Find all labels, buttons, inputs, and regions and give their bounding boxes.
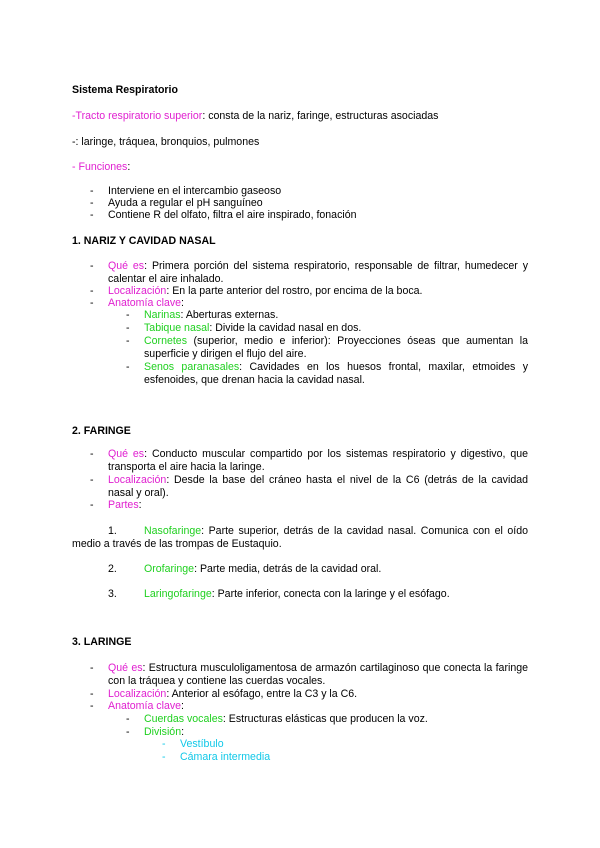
bullet-dash: - [126,322,130,334]
s3-sub-camara: Cámara intermedia [180,751,271,763]
part-text: : Parte media, detrás de la cavidad oral. [194,563,382,575]
part-label: Nasofaringe [144,525,202,537]
upper-tract-line [72,110,438,123]
part-number: 1. [108,525,117,537]
s3-localizacion [108,688,357,701]
s1-item-text: : Divide la cavidad nasal en dos. [209,322,362,334]
bullet-dash: - [90,700,94,712]
s3-que-es-text: : Estructura musculoligamentosa de armazón cartilaginoso que conecta la faringe con la tráquea y contiene las cuerdas vocales. [108,662,529,687]
function-item: Interviene en el intercambio gaseoso [108,185,282,197]
functions-line [72,161,130,174]
s1-anat-label: Anatomía clave [108,297,182,309]
bullet-dash: - [126,309,130,321]
part-number: 2. [108,563,117,575]
section-heading-laringe: 3. LARINGE [72,636,132,648]
lower-tract-line: -: laringe, tráquea, bronquios, pulmones [72,136,260,148]
s3-anat-colon: : [181,700,184,712]
bullet-dash: - [162,751,166,763]
part-label: Laringofaringe [144,588,212,600]
bullet-dash: - [90,474,94,486]
s2-localizacion [108,474,528,499]
s1-item-label: Tabique nasal [144,322,210,334]
bullet-dash: - [126,726,130,738]
s1-item-narinas [144,309,278,322]
s1-item-senos [144,361,528,386]
bullet-dash: - [126,361,130,373]
bullet-dash: - [126,713,130,725]
document-title: Sistema Respiratorio [72,84,178,96]
s1-loc-text: : En la parte anterior del rostro, por encima de la boca. [166,285,423,297]
s2-part-laringofaringe [144,588,450,601]
s1-anatomia [108,297,184,310]
bullet-dash: - [90,662,94,674]
s2-que-es-label: Qué es [108,448,145,460]
s2-parts-label: Partes [108,499,139,511]
function-item: Contiene R del olfato, filtra el aire inspirado, fonación [108,209,357,221]
s1-item-text: : Aberturas externas. [180,309,279,321]
s3-item-cuerdas [144,713,428,726]
s3-sub-vestibulo: Vestíbulo [180,738,224,750]
s2-parts-colon: : [138,499,142,511]
s1-item-text: : Cavidades en los huesos frontal, maxilar, etmoides y esfenoides, que drenan hacia la cavidad nasal. [144,361,528,386]
s3-anat-label: Anatomía clave [108,700,182,712]
s3-item-text: : Estructuras elásticas que producen la voz. [222,713,428,725]
s1-que-es [108,260,528,285]
s3-que-es-label: Qué es [108,662,143,674]
s3-loc-label: Localización [108,688,167,700]
s1-anat-colon: : [181,297,184,309]
upper-tract-text: : consta de la nariz, faringe, estructuras asociadas [202,110,439,122]
s2-part-orofaringe [144,563,381,576]
section-heading-faringe: 2. FARINGE [72,425,131,437]
s1-item-tabique [144,322,361,335]
s2-part-nasofaringe [72,525,528,550]
bullet-dash: - [90,209,94,221]
s3-item-division [144,726,184,739]
bullet-dash: - [90,688,94,700]
bullet-dash: - [126,335,130,347]
s2-loc-label: Localización [108,474,167,486]
s3-item-label: División [144,726,182,738]
s3-anatomia [108,700,184,713]
s1-item-label: Narinas [144,309,181,321]
s1-loc-label: Localización [108,285,167,297]
s3-loc-text: : Anterior al esófago, entre la C3 y la C6. [166,688,358,700]
part-text: : Parte inferior, conecta con la laringe y el esófago. [211,588,450,600]
bullet-dash: - [90,499,94,511]
function-item: Ayuda a regular el pH sanguíneo [108,197,263,209]
part-text: : Parte superior, detrás de la cavidad nasal. Comunica con el oído medio a través de las trompas de Eustaquio. [72,525,528,550]
s2-que-es-text: : Conducto muscular compartido por los sistemas respiratorio y digestivo, que transporta el aire hacia la laringe. [108,448,528,473]
s3-item-text: : [181,726,185,738]
s1-item-label: Senos paranasales [144,361,240,373]
bullet-dash: - [90,448,94,460]
s2-partes [108,499,142,512]
s2-que-es [108,448,528,473]
s1-que-es-text: : Primera porción del sistema respiratorio, responsable de filtrar, humedecer y calentar el aire inhalado. [108,260,528,285]
section-heading-nariz: 1. NARIZ Y CAVIDAD NASAL [72,235,216,247]
s2-loc-text: : Desde la base del cráneo hasta el nivel de la C6 (detrás de la cavidad nasal y oral). [108,474,528,499]
bullet-dash: - [90,297,94,309]
bullet-dash: - [90,285,94,297]
part-label: Orofaringe [144,563,195,575]
s3-item-label: Cuerdas vocales [144,713,223,725]
s1-localizacion [108,285,422,298]
upper-tract-label: -Tracto respiratorio superior [72,110,203,122]
part-number: 3. [108,588,117,600]
bullet-dash: - [90,185,94,197]
functions-label: - Funciones [72,161,128,173]
s1-item-cornetes [144,335,528,360]
s1-item-label: Cornetes [144,335,187,347]
bullet-dash: - [162,738,166,750]
bullet-dash: - [90,197,94,209]
bullet-dash: - [90,260,94,272]
s3-que-es [108,662,528,687]
functions-colon: : [127,161,131,173]
s1-que-es-label: Qué es [108,260,145,272]
s1-item-text: (superior, medio e inferior): Proyecciones óseas que aumentan la superficie y dirigen el flujo del aire. [144,335,528,360]
